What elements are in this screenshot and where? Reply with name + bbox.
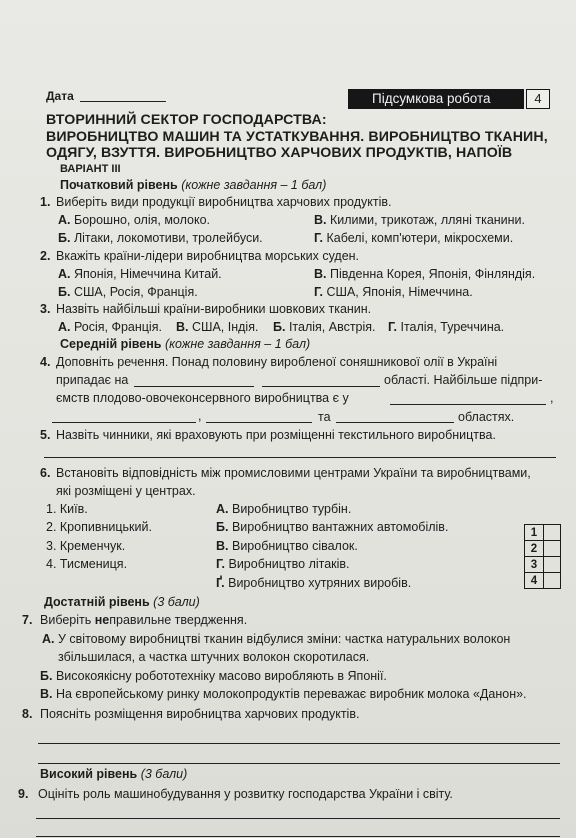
- q9-answer-line-2[interactable]: [36, 836, 560, 837]
- q4-line-2a: припадає на: [56, 373, 129, 387]
- q4-comma-1: ,: [550, 391, 554, 405]
- q1-option-b[interactable]: Б. Літаки, локомотиви, тролейбуси.: [58, 231, 263, 245]
- grid-number-3: 3: [525, 557, 544, 573]
- q8-number: 8.: [22, 707, 33, 721]
- q1-option-a[interactable]: А. Борошно, олія, молоко.: [58, 213, 211, 227]
- q6-production-b: Б. Виробництво вантажних автомобілів.: [216, 520, 449, 534]
- level-initial-heading: Початковий рівень (кожне завдання – 1 бал): [60, 178, 327, 192]
- q4-comma-2: ,: [198, 409, 202, 423]
- q4-and: та: [318, 410, 331, 424]
- q4-blank-3[interactable]: [390, 404, 546, 405]
- q6-production-ge: Ґ. Виробництво хутряних виробів.: [216, 576, 412, 590]
- date-label: Дата: [46, 89, 74, 103]
- q7-option-a-line-2[interactable]: збільшилася, а частка штучних волокон скоротилася.: [58, 650, 370, 664]
- q3-option-g[interactable]: Г. Італія, Туреччина.: [388, 320, 505, 334]
- title-line-3: ОДЯГУ, ВЗУТТЯ. ВИРОБНИЦТВО ХАРЧОВИХ ПРОДУКТІВ, НАПОЇВ: [46, 145, 513, 161]
- work-title-badge: [348, 89, 524, 109]
- q2-option-a[interactable]: А. Японія, Німеччина Китай.: [58, 267, 222, 281]
- q6-production-a: А. Виробництво турбін.: [216, 502, 352, 516]
- grid-answer-4[interactable]: [544, 573, 561, 589]
- variant-label: ВАРІАНТ ІІІ: [60, 163, 121, 175]
- grid-number-4: 4: [525, 573, 544, 589]
- badge-title: Підсумкова робота: [372, 91, 491, 106]
- title-line-2: ВИРОБНИЦТВО МАШИН ТА УСТАТКУВАННЯ. ВИРОБНИЦТВО ТКАНИН,: [46, 129, 548, 145]
- grid-answer-1[interactable]: [544, 525, 561, 541]
- grid-number-2: 2: [525, 541, 544, 557]
- q7-number: 7.: [22, 613, 33, 627]
- work-number-box: 4: [526, 89, 550, 109]
- q1-number: 1.: [40, 195, 51, 209]
- q8-text: Поясніть розміщення виробництва харчових продуктів.: [40, 707, 360, 721]
- q2-text: Вкажіть країни-лідери виробництва морських суден.: [56, 249, 360, 263]
- q1-option-g[interactable]: Г. Кабелі, комп'ютери, мікросхеми.: [314, 231, 514, 245]
- q7-text: Виберіть неправильне твердження.: [40, 613, 248, 627]
- q5-number: 5.: [40, 428, 51, 442]
- q4-blank-2[interactable]: [262, 386, 380, 387]
- q6-center-1: 1. Київ.: [46, 502, 88, 516]
- q4-blank-4[interactable]: [52, 422, 196, 423]
- level-high-heading: Високий рівень (3 бали): [40, 767, 188, 781]
- q4-end: областях.: [458, 410, 515, 424]
- q3-option-a[interactable]: А. Росія, Франція.: [58, 320, 162, 334]
- q1-text: Виберіть види продукції виробництва харчових продуктів.: [56, 195, 392, 209]
- q9-answer-line-1[interactable]: [36, 818, 560, 819]
- q6-line-2: які розміщені у центрах.: [56, 484, 196, 498]
- q3-number: 3.: [40, 302, 51, 316]
- grid-number-1: 1: [525, 525, 544, 541]
- q2-option-b[interactable]: Б. США, Росія, Франція.: [58, 285, 198, 299]
- q8-answer-line-2[interactable]: [38, 763, 560, 764]
- q9-text: Оцініть роль машинобудування у розвитку господарства України і світу.: [38, 787, 453, 801]
- q9-number: 9.: [18, 787, 29, 801]
- q6-production-g: Г. Виробництво літаків.: [216, 557, 350, 571]
- title-line-1: ВТОРИННИЙ СЕКТОР ГОСПОДАРСТВА:: [46, 112, 327, 128]
- q5-answer-line[interactable]: [44, 457, 556, 458]
- q8-answer-line-1[interactable]: [38, 743, 560, 744]
- level-middle-heading: Середній рівень (кожне завдання – 1 бал): [60, 337, 311, 351]
- date-blank[interactable]: [80, 101, 166, 102]
- q3-option-v[interactable]: В. США, Індія.: [176, 320, 259, 334]
- grid-answer-3[interactable]: [544, 557, 561, 573]
- q6-line-1: Встановіть відповідність між промисловими центрами України та виробництвами,: [56, 466, 531, 480]
- q2-number: 2.: [40, 249, 51, 263]
- grid-answer-2[interactable]: [544, 541, 561, 557]
- q4-blank-6[interactable]: [336, 422, 454, 423]
- level-sufficient-heading: Достатній рівень (3 бали): [44, 595, 200, 609]
- q3-option-b[interactable]: Б. Італія, Австрія.: [273, 320, 376, 334]
- q2-option-g[interactable]: Г. США, Японія, Німеччина.: [314, 285, 473, 299]
- q3-text: Назвіть найбільші країни-виробники шовкових тканин.: [56, 302, 372, 316]
- q7-option-b[interactable]: Б. Високоякісну робототехніку масово виробляють в Японії.: [40, 669, 387, 683]
- q6-center-3: 3. Кременчук.: [46, 539, 126, 553]
- q7-option-a-letter: А.: [42, 632, 55, 646]
- q7-option-v[interactable]: В. На європейському ринку молокопродуктів переважає виробник молока «Данон».: [40, 687, 527, 701]
- q6-production-v: В. Виробництво сівалок.: [216, 539, 358, 553]
- q6-number: 6.: [40, 466, 51, 480]
- q6-answer-grid: [524, 524, 561, 589]
- q4-number: 4.: [40, 355, 51, 369]
- q6-center-2: 2. Кропивницький.: [46, 520, 152, 534]
- q4-line-1: Доповніть речення. Понад половину виробленої соняшникової олії в Україні: [56, 355, 498, 369]
- q4-blank-5[interactable]: [206, 422, 312, 423]
- q4-line-3: ємств плодово-овочеконсервного виробництва є у: [56, 391, 349, 405]
- q4-blank-1[interactable]: [134, 386, 254, 387]
- q1-option-v[interactable]: В. Килими, трикотаж, лляні тканини.: [314, 213, 526, 227]
- q5-text: Назвіть чинники, які враховують при розміщенні текстильного виробництва.: [56, 428, 496, 442]
- q6-center-4: 4. Тисмениця.: [46, 557, 128, 571]
- q4-line-2b: області. Найбільше підпри-: [384, 373, 543, 387]
- q7-option-a-line-1[interactable]: У світовому виробництві тканин відбулися зміни: частка натуральних волокон: [58, 632, 511, 646]
- q2-option-v[interactable]: В. Південна Корея, Японія, Фінляндія.: [314, 267, 536, 281]
